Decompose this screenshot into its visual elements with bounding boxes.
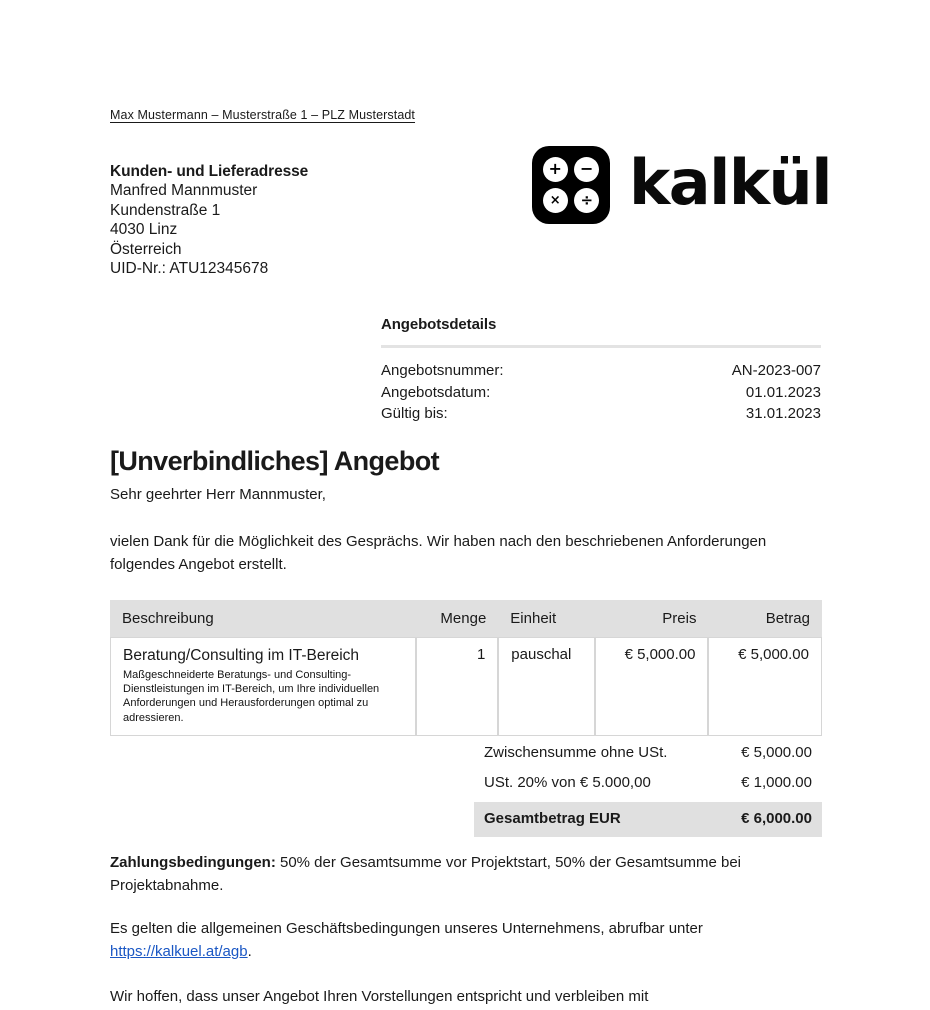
plus-icon: +	[543, 157, 568, 182]
minus-icon: −	[574, 157, 599, 182]
offer-details-divider	[381, 345, 821, 348]
salutation-text: Sehr geehrter Herr Mannmuster,	[110, 486, 326, 503]
line-items-table	[110, 600, 822, 736]
payment-terms-label: Zahlungsbedingungen:	[110, 854, 276, 871]
offer-date-row	[381, 382, 821, 404]
offer-date-value: 01.01.2023	[745, 383, 821, 401]
page-title: [Unverbindliches] Angebot	[110, 446, 440, 476]
agb-link[interactable]: https://kalkuel.at/agb	[110, 942, 248, 960]
column-header-description: Beschreibung	[110, 600, 416, 637]
vat-row	[474, 768, 822, 798]
offer-number-value: AN-2023-007	[731, 362, 821, 379]
vat-label: USt. 20% von € 5.000,00	[484, 774, 651, 791]
line-item-description-cell	[110, 637, 416, 736]
subtotal-value: € 5,000.00	[741, 744, 812, 761]
line-item-quantity: 1	[416, 637, 498, 736]
recipient-street: Kundenstraße 1	[110, 201, 221, 219]
offer-validity-row	[381, 403, 821, 425]
table-header-row	[110, 600, 822, 637]
recipient-address-block	[110, 162, 308, 278]
multiply-icon: ×	[543, 188, 568, 213]
table-row	[110, 637, 822, 736]
calculator-icon	[532, 146, 610, 224]
agb-suffix-text: .	[247, 942, 252, 960]
agb-paragraph	[110, 918, 810, 963]
grand-total-row	[474, 802, 822, 837]
logo-wordmark: kalkül	[629, 145, 831, 219]
line-item-unit: pauschal	[498, 637, 595, 736]
line-item-amount: € 5,000.00	[708, 637, 822, 736]
payment-terms-paragraph	[110, 852, 810, 897]
closing-paragraph: Wir hoffen, dass unser Angebot Ihren Vorstellungen entspricht und verbleiben mit	[110, 988, 649, 1005]
divide-icon: ÷	[574, 188, 599, 213]
recipient-title: Kunden- und Lieferadresse	[110, 163, 309, 180]
offer-number-row	[381, 360, 821, 382]
recipient-vat-number: UID-Nr.: ATU12345678	[110, 260, 269, 278]
recipient-country: Österreich	[110, 240, 182, 258]
column-header-quantity: Menge	[416, 600, 498, 637]
offer-date-label: Angebotsdatum:	[381, 383, 491, 401]
sender-address-line: Max Mustermann – Musterstraße 1 – PLZ Musterstadt	[110, 108, 416, 122]
grand-total-label: Gesamtbetrag EUR	[484, 810, 621, 827]
line-item-subtext: Maßgeschneiderte Beratungs- und Consulting-Dienstleistungen im IT-Bereich, um Ihre individuellen Anforderungen und Herausforderungen optimal zu adressieren.	[123, 669, 380, 724]
grand-total-value: € 6,000.00	[741, 810, 812, 827]
intro-paragraph: vielen Dank für die Möglichkeit des Gesprächs. Wir haben nach den beschriebenen Anforderungen folgendes Angebot erstellt.	[110, 533, 767, 573]
offer-details-heading: Angebotsdetails	[381, 316, 497, 333]
subtotal-label: Zwischensumme ohne USt.	[484, 744, 668, 761]
recipient-name: Manfred Mannmuster	[110, 182, 258, 200]
offer-details-panel	[381, 316, 821, 425]
column-header-unit: Einheit	[498, 600, 595, 637]
recipient-city: 4030 Linz	[110, 221, 178, 239]
company-logo	[532, 146, 831, 224]
totals-section	[474, 738, 822, 837]
subtotal-row	[474, 738, 822, 768]
line-item-title: Beratung/Consulting im IT-Bereich	[123, 647, 360, 664]
payment-terms-text: 50% der Gesamtsumme vor Projektstart, 50% der Gesamtsumme bei Projektabnahme.	[110, 854, 741, 894]
agb-prefix-text: Es gelten die allgemeinen Geschäftsbedingungen unseres Unternehmens, abrufbar unter	[110, 920, 703, 937]
vat-value: € 1,000.00	[741, 774, 812, 791]
offer-number-label: Angebotsnummer:	[381, 362, 504, 379]
column-header-amount: Betrag	[708, 600, 822, 637]
offer-validity-value: 31.01.2023	[745, 405, 821, 422]
line-item-price: € 5,000.00	[595, 637, 708, 736]
offer-validity-label: Gültig bis:	[381, 405, 448, 422]
column-header-price: Preis	[595, 600, 708, 637]
